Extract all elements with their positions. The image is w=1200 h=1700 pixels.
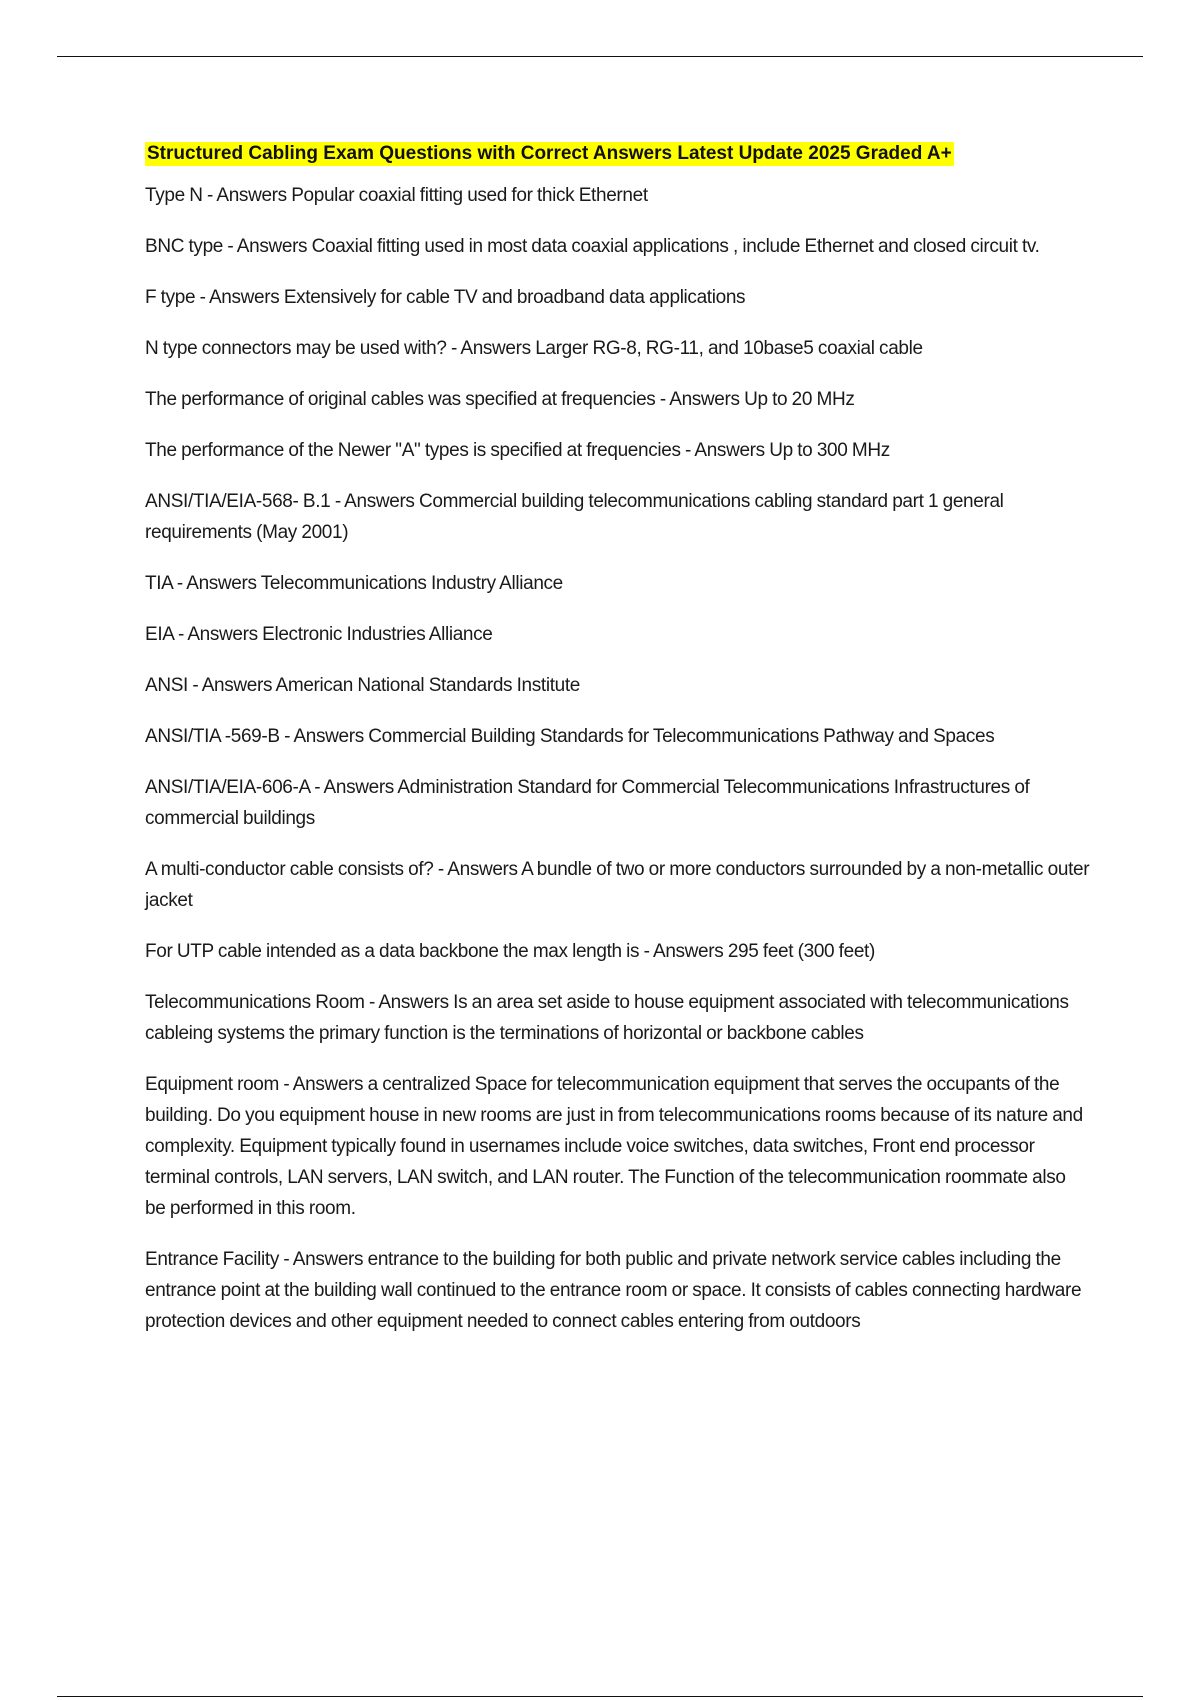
header-rule — [57, 56, 1143, 57]
qa-entry-ansi: ANSI - Answers American National Standards Institute — [145, 675, 581, 696]
qa-entry-ansi-tia-569-b: ANSI/TIA -569-B - Answers Commercial Building Standards for Telecommunications Pathway and Spaces — [145, 726, 995, 747]
qa-entry-type-n: Type N - Answers Popular coaxial fitting used for thick Ethernet — [145, 185, 648, 206]
qa-entry-original-cables-frequency: The performance of original cables was specified at frequencies - Answers Up to 20 MHz — [145, 389, 855, 410]
qa-entry-tia: TIA - Answers Telecommunications Industry Alliance — [145, 573, 563, 594]
qa-entry-utp-backbone-length: For UTP cable intended as a data backbone the max length is - Answers 295 feet (300 feet) — [145, 941, 875, 962]
qa-entry-entrance-facility: Entrance Facility - Answers entrance to the building for both public and private network service cables including the entrance point at the building wall continued to the entrance room or space. It consists of cables connecting hardware protection devices and other equipment needed to connect cables entering from outdoors — [145, 1249, 1082, 1332]
qa-entry-telecommunications-room: Telecommunications Room - Answers Is an area set aside to house equipment associated with telecommunications cableing systems the primary function is the terminations of horizontal or backbone cables — [145, 992, 1069, 1044]
qa-entry-eia: EIA - Answers Electronic Industries Alliance — [145, 624, 493, 645]
document-title: Structured Cabling Exam Questions with Correct Answers Latest Update 2025 Graded A+ — [147, 143, 952, 164]
qa-entry-multi-conductor-cable: A multi-conductor cable consists of? - Answers A bundle of two or more conductors surrounded by a non-metallic outer jacket — [145, 859, 1090, 911]
qa-entry-f-type: F type - Answers Extensively for cable TV and broadband data applications — [145, 287, 746, 308]
footer-rule — [57, 1696, 1143, 1697]
qa-entry-n-type-connectors: N type connectors may be used with? - Answers Larger RG-8, RG-11, and 10base5 coaxial cable — [145, 338, 923, 359]
qa-entry-equipment-room: Equipment room - Answers a centralized Space for telecommunication equipment that serves the occupants of the building. Do you equipment house in new rooms are just in from telecommunications rooms because of its nature and complexity. Equipment typically found in usernames include voice switches, data switches, Front end processor terminal controls, LAN servers, LAN switch, and LAN router. The Function of the telecommunication roommate also be performed in this room. — [145, 1074, 1083, 1219]
document-body — [145, 142, 1090, 1357]
qa-entry-ansi-tia-eia-606-a: ANSI/TIA/EIA-606-A - Answers Administration Standard for Commercial Telecommunications Infrastructures of commercial buildings — [145, 777, 1030, 829]
qa-entry-bnc-type: BNC type - Answers Coaxial fitting used in most data coaxial applications , include Ethernet and closed circuit tv. — [145, 236, 1040, 257]
qa-entry-newer-a-types-frequency: The performance of the Newer "A" types is specified at frequencies - Answers Up to 300 MHz — [145, 440, 890, 461]
qa-entry-ansi-tia-eia-568: ANSI/TIA/EIA-568- B.1 - Answers Commercial building telecommunications cabling standard part 1 general requirements (May 2001) — [145, 491, 1004, 543]
